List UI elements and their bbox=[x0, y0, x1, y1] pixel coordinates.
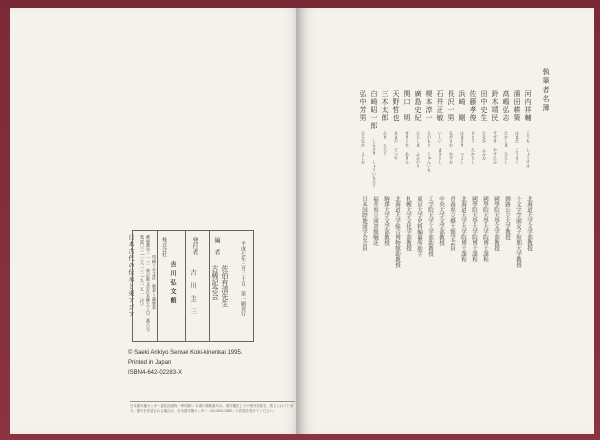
publisher-company: 吉川弘文館 bbox=[169, 261, 176, 306]
isbn: ISBN4-642-02283-X bbox=[128, 370, 183, 376]
colophon-divider bbox=[209, 231, 210, 341]
contributor-reading: みき たろう bbox=[383, 131, 388, 156]
list-item bbox=[436, 90, 443, 420]
contributor-affiliation: 青森県立郷土館学芸員 bbox=[449, 196, 455, 251]
contributor-name: 榎本淳一 bbox=[425, 90, 433, 122]
contributor-affiliation: 國學院大學大学院博士課程 bbox=[471, 196, 477, 262]
colophon-book-title: 日本古代の伝承と東アジア bbox=[127, 234, 134, 318]
list-item bbox=[524, 90, 531, 420]
contributor-affiliation: 日本国際地図学会会員 bbox=[361, 196, 367, 251]
list-item bbox=[381, 90, 388, 420]
editor-name: 佐伯有清先生 bbox=[221, 265, 229, 307]
publisher-address: 郵便番号一一三 東京都文京区本郷七丁目二番八号 bbox=[146, 235, 151, 332]
list-item bbox=[414, 90, 421, 420]
contributor-affiliation: 駒澤大学文学部教授 bbox=[383, 196, 389, 246]
copyright-notice: 日本複写権センター委託出版物・特別扱い 本書の無断複写は、著作権法上での例外を除き、禁じられています。複写を希望される場合は、日本複写権センター（03-3401-2382）の許諾を受けてください。 bbox=[130, 401, 295, 414]
contributor-name: 高嶋弘志 bbox=[502, 90, 510, 122]
list-item bbox=[447, 90, 454, 420]
contributor-name: 佐藤孝俊 bbox=[469, 90, 477, 122]
contributors-heading: 執筆者名簿 bbox=[542, 68, 550, 113]
contributor-affiliation: 北海道大学総合博物館助教授 bbox=[394, 196, 400, 268]
contributor-reading: ひろなか よしお bbox=[361, 131, 366, 164]
printed-in: Printed in Japan bbox=[128, 360, 172, 366]
list-item bbox=[359, 90, 366, 420]
colophon-divider bbox=[157, 231, 158, 341]
list-item bbox=[458, 90, 465, 420]
contributor-name: 濱田耕策 bbox=[513, 90, 521, 122]
list-item bbox=[491, 90, 498, 420]
left-page bbox=[10, 8, 300, 434]
printer-binder: 印刷＝平文社 製本＝誠製本 bbox=[152, 255, 157, 310]
list-item bbox=[392, 90, 399, 420]
contributor-name: 長沢一男 bbox=[447, 90, 455, 122]
contributor-name: 関口 明 bbox=[403, 90, 411, 122]
copyright-line: © Saeki Arikiyo Sensei Koki-kinenkai 1995. bbox=[128, 350, 243, 356]
contributor-reading: さとう たかとし bbox=[471, 131, 476, 164]
editor-label: 編 者 bbox=[213, 237, 220, 255]
contributor-affiliation: 福井県立図書館嘱託 bbox=[372, 196, 378, 246]
contributor-reading: ながさわ かずお bbox=[449, 131, 454, 164]
list-item bbox=[403, 90, 410, 420]
right-page bbox=[300, 8, 594, 434]
contributor-name: 河内祥輔 bbox=[524, 90, 532, 122]
contributor-reading: ひろしま ふみのり bbox=[416, 131, 421, 168]
contributor-affiliation: 札幌大学文化学部教授 bbox=[405, 196, 411, 251]
publisher-person: 吉 川 圭 三 bbox=[189, 269, 197, 315]
contributor-reading: たなか ふみお bbox=[482, 131, 487, 160]
list-item bbox=[469, 90, 476, 420]
contributor-name: 天野哲也 bbox=[392, 90, 400, 122]
list-item bbox=[502, 90, 509, 420]
contributor-reading: すずき やすたみ bbox=[493, 131, 498, 164]
contributor-name: 廣島史紀 bbox=[414, 90, 422, 122]
contributor-affiliation: 東京大学史料編纂所助手 bbox=[416, 196, 422, 257]
contributor-name: 鈴木靖民 bbox=[491, 90, 499, 122]
contributor-name: 田中史生 bbox=[480, 90, 488, 122]
colophon-divider bbox=[185, 231, 186, 341]
colophon-box bbox=[132, 230, 254, 342]
contributor-name: 石井正敏 bbox=[436, 90, 444, 122]
contributor-affiliation: 中央大学文学部教授 bbox=[438, 196, 444, 246]
contributor-reading: いしい まさとし bbox=[438, 131, 443, 164]
contributor-affiliation: 十文字学園女子短期大学教授 bbox=[515, 196, 521, 268]
contributor-name: 三木太郎 bbox=[381, 90, 389, 122]
editor-name-2: 古稀記念会 bbox=[211, 265, 219, 300]
company-prefix: 株式会社 bbox=[161, 237, 167, 257]
list-item bbox=[425, 90, 432, 420]
contributor-reading: しらさき しょういちろう bbox=[372, 139, 377, 188]
contributor-affiliation: 國學院大學文学部教授 bbox=[493, 196, 499, 251]
list-item bbox=[480, 90, 487, 420]
contributor-reading: えのもと じゅんいち bbox=[427, 131, 432, 172]
contributor-name: 弘中芳男 bbox=[359, 90, 367, 122]
contributor-reading: あまの てつや bbox=[394, 131, 399, 160]
contributor-reading: こうち しょうすけ bbox=[526, 131, 531, 168]
publication-date: 平成七年三月二十日 第一刷発行 bbox=[240, 241, 246, 316]
list-item bbox=[513, 90, 520, 420]
contributor-affiliation: 釧路公立大学教授 bbox=[504, 196, 510, 240]
contributor-reading: たかしま ひろし bbox=[504, 131, 509, 164]
publisher-label: 発行者 bbox=[191, 237, 198, 255]
contributor-affiliation: 國學院大學大学院博士課程 bbox=[482, 196, 488, 262]
publisher-phone: 電話〇三―三八一三―九一五一〈代〉 bbox=[140, 235, 145, 308]
contributor-affiliation: 北海道大学大学院博士課程 bbox=[460, 196, 466, 262]
contributor-name: 白崎昭一郎 bbox=[370, 90, 378, 130]
contributor-reading: はまだ こうさく bbox=[515, 131, 520, 164]
contributor-reading: はまさき つよし bbox=[460, 131, 465, 164]
contributor-affiliation: 工学院大学工学部助教授 bbox=[427, 196, 433, 257]
list-item bbox=[370, 90, 377, 420]
contributor-name: 浜崎 剛 bbox=[458, 90, 466, 122]
contributor-reading: せきぐち あきら bbox=[405, 131, 410, 164]
contributor-affiliation: 北海道大学文学部教授 bbox=[526, 196, 532, 251]
